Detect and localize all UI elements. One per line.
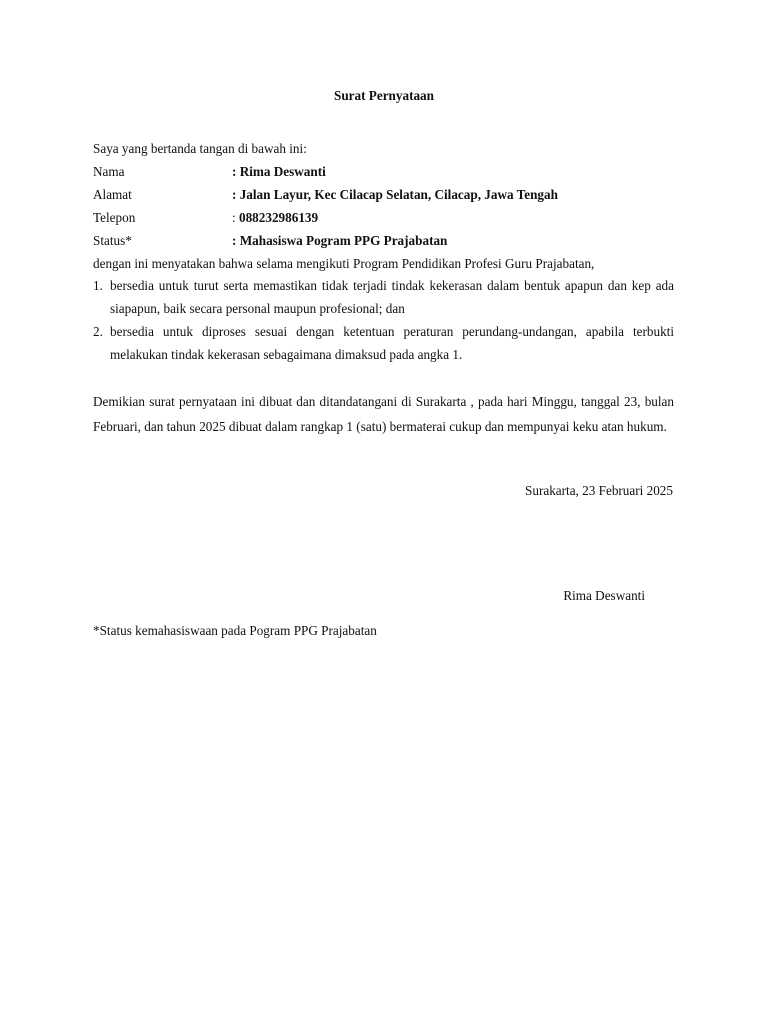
statement-intro: dengan ini menyatakan bahwa selama mengikuti Program Pendidikan Profesi Guru Prajabatan, <box>93 256 595 271</box>
field-label-telepon: Telepon <box>93 210 136 225</box>
footnote: *Status kemahasiswaan pada Pogram PPG Prajabatan <box>93 623 377 638</box>
field-value-text: Mahasiswa Pogram PPG Prajabatan <box>236 233 448 248</box>
field-value-text: Jalan Layur, Kec Cilacap Selatan, Cilacap, Jawa Tengah <box>236 187 558 202</box>
field-label-nama: Nama <box>93 164 125 179</box>
list-item-text: bersedia untuk diproses sesuai dengan ketentuan peraturan perundang-undangan, apabila terbukti melakukan tindak kekerasan sebagaimana dimaksud pada angka 1. <box>110 324 674 362</box>
signer-name: Rima Deswanti <box>563 588 645 603</box>
field-value-text: Rima Deswanti <box>236 164 326 179</box>
field-label-status: Status* <box>93 233 132 248</box>
field-colon: : <box>232 233 237 248</box>
field-colon: : <box>232 187 237 202</box>
intro-text: Saya yang bertanda tangan di bawah ini: <box>93 141 307 156</box>
list-item <box>93 320 674 366</box>
document-title: Surat Pernyataan <box>333 88 434 103</box>
field-value-text: 088232986139 <box>235 210 319 225</box>
statement-list <box>93 274 674 366</box>
field-value-nama <box>232 163 326 181</box>
field-colon: : <box>232 164 237 179</box>
place-date: Surakarta, 23 Februari 2025 <box>525 483 673 498</box>
field-label-alamat: Alamat <box>93 187 132 202</box>
field-value-alamat <box>232 186 558 204</box>
field-value-status <box>232 232 447 250</box>
list-item-text: bersedia untuk turut serta memastikan tidak terjadi tindak kekerasan dalam bentuk apapun dan kep ada siapapun, baik secara personal maupun profesional; dan <box>110 278 674 316</box>
field-colon: : <box>232 210 236 225</box>
closing-paragraph: Demikian surat pernyataan ini dibuat dan ditandatangani di Surakarta , pada hari Minggu, tanggal 23, bulan Februari, dan tahun 2025 dibuat dalam rangkap 1 (satu) bermaterai cukup dan mempunyai keku atan hukum. <box>93 394 674 434</box>
field-value-telepon <box>232 209 318 227</box>
list-item <box>93 274 674 320</box>
list-item-number: 2. <box>93 324 103 339</box>
list-item-number: 1. <box>93 278 103 293</box>
